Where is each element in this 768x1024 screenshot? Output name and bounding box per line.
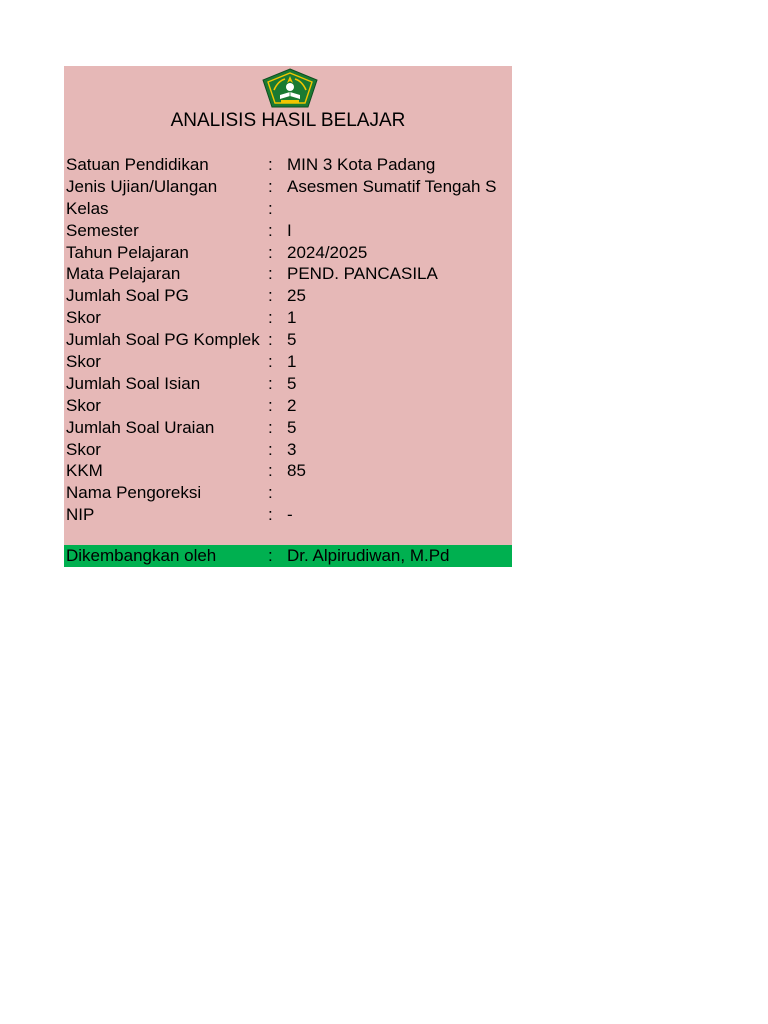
field-row [64,460,512,482]
field-label: Jumlah Soal Uraian [66,417,215,437]
field-value: I [287,220,292,240]
developer-credit-row [64,545,512,567]
field-label: Skor [66,395,101,415]
field-row [64,285,512,307]
field-row [64,439,512,461]
field-value: 25 [287,286,306,306]
field-value: 5 [287,417,297,437]
field-label: Tahun Pelajaran [66,242,189,262]
analysis-sheet [64,66,512,567]
field-row [64,417,512,439]
page-title: ANALISIS HASIL BELAJAR [170,110,406,131]
field-list [64,154,512,526]
field-value: PEND. PANCASILA [287,264,438,284]
field-value: 1 [287,308,297,328]
field-separator: : [268,395,273,415]
field-label: Jumlah Soal PG [66,286,189,306]
field-separator: : [268,220,273,240]
field-separator: : [268,198,273,218]
developer-label: Dikembangkan oleh [66,546,217,565]
field-row [64,504,512,526]
field-row [64,263,512,285]
field-separator: : [268,308,273,328]
field-separator: : [268,286,273,306]
field-value: 1 [287,352,297,372]
field-row [64,329,512,351]
field-label: Kelas [66,198,109,218]
field-row [64,242,512,264]
field-separator: : [268,546,273,565]
field-label: Jumlah Soal PG Komplek [66,330,260,350]
field-separator: : [268,439,273,459]
field-row [64,307,512,329]
field-separator: : [268,352,273,372]
field-row [64,373,512,395]
field-row [64,154,512,176]
field-label: NIP [66,505,95,525]
field-row [64,351,512,373]
field-row [64,176,512,198]
field-value: 5 [287,373,297,393]
field-value: Asesmen Sumatif Tengah S [287,176,497,196]
field-separator: : [268,417,273,437]
field-label: Skor [66,352,101,372]
field-label: Satuan Pendidikan [66,155,209,174]
field-value: 85 [287,461,306,481]
field-separator: : [268,264,273,284]
field-label: Nama Pengoreksi [66,483,202,503]
developer-name: Dr. Alpirudiwan, M.Pd [287,546,450,565]
field-separator: : [268,483,273,503]
field-separator: : [268,155,273,174]
field-value: 5 [287,330,297,350]
field-row [64,482,512,504]
field-separator: : [268,505,273,525]
field-separator: : [268,461,273,481]
field-value: - [287,505,293,525]
field-row [64,220,512,242]
field-label: Jumlah Soal Isian [66,373,201,393]
kemenag-emblem-icon [261,68,319,108]
field-separator: : [268,373,273,393]
field-label: Mata Pelajaran [66,264,181,284]
field-label: Jenis Ujian/Ulangan [66,176,218,196]
field-label: Semester [66,220,139,240]
field-value: MIN 3 Kota Padang [287,155,436,174]
field-value: 2024/2025 [287,242,368,262]
field-label: Skor [66,308,101,328]
field-label: KKM [66,461,103,481]
field-separator: : [268,176,273,196]
field-row [64,395,512,417]
field-label: Skor [66,439,101,459]
field-value: 2 [287,395,297,415]
field-separator: : [268,330,273,350]
field-value: 3 [287,439,297,459]
field-separator: : [268,242,273,262]
field-row [64,198,512,220]
